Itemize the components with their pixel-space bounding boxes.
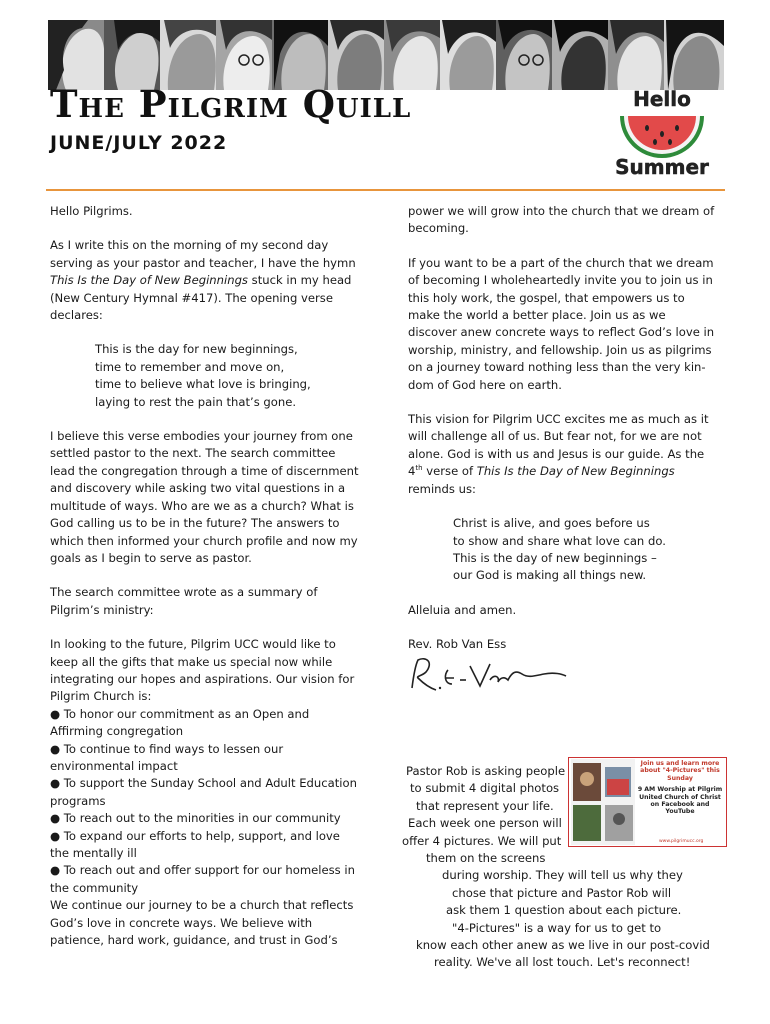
announcement-line: during worship. They will tell us why they — [442, 868, 683, 883]
announcement-line: them on the screens — [426, 851, 546, 866]
announcement-line: Each week one person will — [408, 816, 562, 831]
verse-line: This is the day for new beginnings, — [95, 342, 298, 357]
announcement-line: ask them 1 question about each picture. — [446, 903, 682, 918]
left-column — [50, 203, 362, 949]
announcement-line: "4-Pictures" is a way for us to get to — [452, 920, 662, 935]
verse-line: Christ is alive, and goes before us — [453, 516, 650, 531]
verse-line: laying to rest the pain that’s gone. — [95, 394, 297, 409]
signoff-name: Rev. Rob Van Ess — [408, 637, 507, 652]
verse-line: our God is making all things new. — [453, 568, 647, 583]
header-divider — [46, 189, 725, 191]
closing-line: Alleluia and amen. — [408, 602, 517, 617]
announcement-line: know each other anew as we live in our post-covid — [416, 938, 710, 953]
vision-paragraph — [408, 411, 718, 498]
verse-line: time to believe what love is bringing, — [95, 377, 311, 392]
verse-line: to show and share what love can do. — [453, 533, 666, 548]
announcement-line: to submit 4 digital photos — [410, 781, 560, 796]
announcement-line: Pastor Rob is asking people — [406, 764, 566, 778]
badge-hello: Hello — [633, 87, 691, 111]
invitation-paragraph: If you want to be a part of the church that we dream of becoming I wholeheartedly invite you to join us in this holy work, the gospel, that empowers us to make the world a better place. Join us as we discover anew concrete ways to reflect God’s love in worship, ministry, and fellowship. Join us as pilgrims on a journey toward nothing less than the very kin-dom of God here on earth. — [408, 255, 715, 392]
newsletter-title: The Pilgrim Quill — [50, 82, 412, 126]
intro-paragraph — [50, 237, 362, 324]
fourth-verse — [453, 515, 718, 585]
ordinal-suffix: th — [415, 464, 423, 473]
vision-text-end: reminds us: — [408, 481, 476, 496]
continued-paragraph: power we will grow into the church that we dream of becoming. — [408, 204, 715, 236]
announcement-line: offer 4 pictures. We will put — [402, 833, 562, 848]
vision-bullet: ● To expand our efforts to help, support, and love the mentally ill — [50, 828, 340, 860]
verse-line: time to remember and move on, — [95, 359, 285, 374]
flyer-url: www.pilgrimucc.org — [659, 839, 704, 844]
vision-quote — [50, 636, 362, 949]
vision-bullet: ● To support the Sunday School and Adult Education programs — [50, 776, 357, 808]
vision-closing: We continue our journey to be a church that reflects God’s love in concrete ways. We believe with patience, hard work, guidance, and trust in God’s — [50, 898, 354, 948]
intro-text: As I write this on the morning of my second day serving as your pastor and teacher, I have the hymn — [50, 238, 356, 270]
summary-intro: The search committee wrote as a summary of Pilgrim’s ministry: — [50, 585, 318, 617]
vision-bullet: ● To reach out and offer support for our homeless in the community — [50, 863, 355, 895]
hymn-title: This Is the Day of New Beginnings — [50, 273, 248, 288]
hymn-title: This Is the Day of New Beginnings — [476, 464, 675, 479]
vision-text: This vision for Pilgrim UCC excites me as much as it will challenge all of us. But fear not, for we are not alone. God is with us and Jesus is our guide. As the 4 — [408, 412, 709, 479]
vision-intro: In looking to the future, Pilgrim UCC would like to keep all the gifts that make us special now while integrating our hopes and aspirations. Our vision for Pilgrim Church is: — [50, 637, 355, 704]
announcement-line: that represent your life. — [416, 798, 554, 813]
vision-bullet: ● To honor our commitment as an Open and Affirming congregation — [50, 706, 310, 739]
hello-summer-watermelon-logo — [612, 80, 712, 180]
announcement-line: reality. We've all lost touch. Let's reconnect! — [434, 955, 691, 970]
vision-bullet: ● To continue to find ways to lessen our environmental impact — [50, 741, 284, 773]
right-column — [408, 203, 718, 671]
badge-summer: Summer — [615, 155, 709, 179]
journey-paragraph: I believe this verse embodies your journey from one settled pastor to the next. The search committee lead the congregation through a time of discernment and discovery while asking two vital questions in a multitude of ways. Who are we as a church? What is God calling us to be in the future? The answers to which then informed your church profile and now my goals as I begin to serve as pastor. — [50, 429, 359, 565]
pastor-signature — [404, 650, 574, 700]
verse-line: This is the day of new beginnings – — [453, 550, 657, 565]
issue-date: JUNE/JULY 2022 — [50, 132, 228, 154]
four-pictures-announcement — [400, 763, 726, 972]
flyer-details: 9 AM Worship at Pilgrim United Church of Christ on Facebook and YouTube — [637, 786, 723, 816]
greeting: Hello Pilgrims. — [50, 204, 133, 218]
opening-verse — [95, 341, 362, 411]
announcement-line: chose that picture and Pastor Rob will — [452, 885, 672, 900]
vision-text-mid: verse of — [422, 464, 477, 479]
flyer-headline: Join us and learn more about "4-Pictures" this Sunday — [640, 760, 720, 782]
vision-bullet: ● To reach out to the minorities in our community — [50, 811, 341, 826]
intro-text-end: stuck in my head (New Century Hymnal #417). The opening verse declares: — [50, 273, 352, 323]
